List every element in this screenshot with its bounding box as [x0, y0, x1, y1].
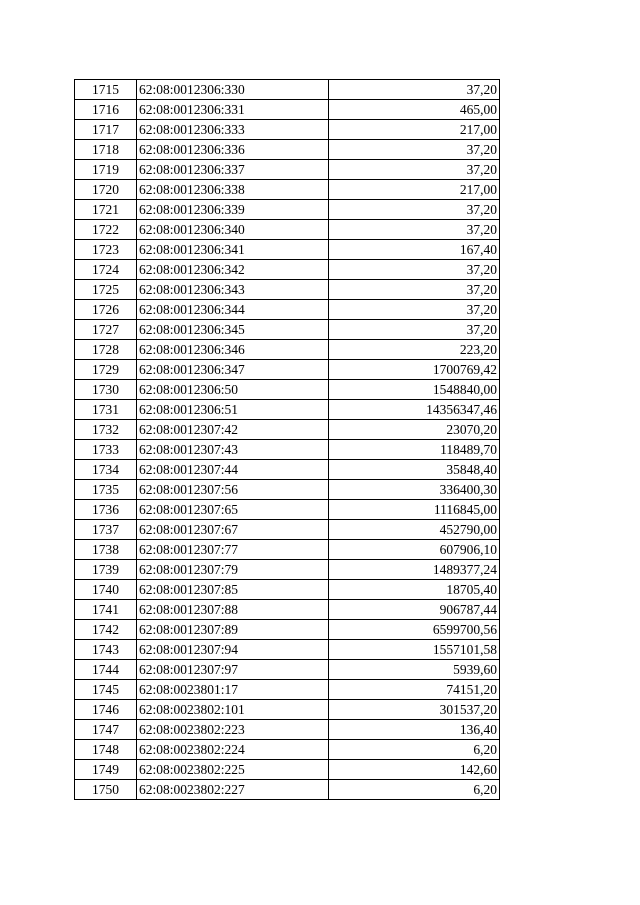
row-number-cell: 1729 [75, 360, 137, 380]
row-number-cell: 1718 [75, 140, 137, 160]
table-row [75, 160, 500, 180]
value-cell: 452790,00 [329, 520, 500, 540]
table-row [75, 740, 500, 760]
table-row [75, 500, 500, 520]
table-row [75, 260, 500, 280]
cadastral-number-cell: 62:08:0012306:50 [137, 380, 329, 400]
table-row [75, 560, 500, 580]
row-number-cell: 1727 [75, 320, 137, 340]
row-number-cell: 1742 [75, 620, 137, 640]
cadastral-number-cell: 62:08:0012306:331 [137, 100, 329, 120]
cadastral-number-cell: 62:08:0023802:225 [137, 760, 329, 780]
row-number-cell: 1720 [75, 180, 137, 200]
table-row [75, 220, 500, 240]
cadastral-number-cell: 62:08:0012306:342 [137, 260, 329, 280]
value-cell: 14356347,46 [329, 400, 500, 420]
value-cell: 74151,20 [329, 680, 500, 700]
row-number-cell: 1736 [75, 500, 137, 520]
table-row [75, 460, 500, 480]
row-number-cell: 1715 [75, 80, 137, 100]
value-cell: 37,20 [329, 320, 500, 340]
row-number-cell: 1726 [75, 300, 137, 320]
value-cell: 37,20 [329, 140, 500, 160]
row-number-cell: 1733 [75, 440, 137, 460]
cadastral-number-cell: 62:08:0023802:227 [137, 780, 329, 800]
cadastral-number-cell: 62:08:0012306:51 [137, 400, 329, 420]
table-row [75, 240, 500, 260]
value-cell: 465,00 [329, 100, 500, 120]
value-cell: 6,20 [329, 780, 500, 800]
value-cell: 336400,30 [329, 480, 500, 500]
table-row [75, 540, 500, 560]
row-number-cell: 1741 [75, 600, 137, 620]
table-row [75, 520, 500, 540]
value-cell: 35848,40 [329, 460, 500, 480]
row-number-cell: 1739 [75, 560, 137, 580]
table-row [75, 760, 500, 780]
row-number-cell: 1738 [75, 540, 137, 560]
value-cell: 6,20 [329, 740, 500, 760]
row-number-cell: 1716 [75, 100, 137, 120]
row-number-cell: 1747 [75, 720, 137, 740]
row-number-cell: 1724 [75, 260, 137, 280]
cadastral-number-cell: 62:08:0012307:65 [137, 500, 329, 520]
cadastral-number-cell: 62:08:0012306:347 [137, 360, 329, 380]
cadastral-number-cell: 62:08:0012307:97 [137, 660, 329, 680]
row-number-cell: 1746 [75, 700, 137, 720]
table-row [75, 400, 500, 420]
value-cell: 217,00 [329, 180, 500, 200]
cadastral-number-cell: 62:08:0012307:77 [137, 540, 329, 560]
table-row [75, 300, 500, 320]
cadastral-number-cell: 62:08:0012306:339 [137, 200, 329, 220]
value-cell: 23070,20 [329, 420, 500, 440]
cadastral-number-cell: 62:08:0012307:79 [137, 560, 329, 580]
row-number-cell: 1717 [75, 120, 137, 140]
cadastral-number-cell: 62:08:0012306:340 [137, 220, 329, 240]
table-row [75, 480, 500, 500]
cadastral-number-cell: 62:08:0023802:223 [137, 720, 329, 740]
table-row [75, 80, 500, 100]
cadastral-number-cell: 62:08:0023802:101 [137, 700, 329, 720]
value-cell: 607906,10 [329, 540, 500, 560]
value-cell: 18705,40 [329, 580, 500, 600]
cadastral-number-cell: 62:08:0012306:345 [137, 320, 329, 340]
table-row [75, 140, 500, 160]
table-row [75, 360, 500, 380]
row-number-cell: 1723 [75, 240, 137, 260]
value-cell: 37,20 [329, 260, 500, 280]
row-number-cell: 1732 [75, 420, 137, 440]
value-cell: 167,40 [329, 240, 500, 260]
cadastral-number-cell: 62:08:0012307:94 [137, 640, 329, 660]
table-row [75, 100, 500, 120]
table-row [75, 120, 500, 140]
value-cell: 223,20 [329, 340, 500, 360]
row-number-cell: 1737 [75, 520, 137, 540]
value-cell: 906787,44 [329, 600, 500, 620]
value-cell: 118489,70 [329, 440, 500, 460]
table-row [75, 700, 500, 720]
cadastral-number-cell: 62:08:0012306:338 [137, 180, 329, 200]
cadastral-number-cell: 62:08:0012306:343 [137, 280, 329, 300]
cadastral-number-cell: 62:08:0012306:330 [137, 80, 329, 100]
table-row [75, 780, 500, 800]
cadastral-number-cell: 62:08:0012307:85 [137, 580, 329, 600]
cadastral-number-cell: 62:08:0012307:89 [137, 620, 329, 640]
table-body [75, 80, 500, 800]
table-row [75, 640, 500, 660]
cadastral-number-cell: 62:08:0012306:337 [137, 160, 329, 180]
row-number-cell: 1743 [75, 640, 137, 660]
cadastral-number-cell: 62:08:0012307:43 [137, 440, 329, 460]
row-number-cell: 1731 [75, 400, 137, 420]
table-row [75, 380, 500, 400]
cadastral-number-cell: 62:08:0012306:344 [137, 300, 329, 320]
table-row [75, 620, 500, 640]
row-number-cell: 1730 [75, 380, 137, 400]
cadastral-number-cell: 62:08:0012306:341 [137, 240, 329, 260]
table-row [75, 680, 500, 700]
table-row [75, 440, 500, 460]
value-cell: 1116845,00 [329, 500, 500, 520]
table-row [75, 720, 500, 740]
row-number-cell: 1748 [75, 740, 137, 760]
table-row [75, 600, 500, 620]
cadastral-number-cell: 62:08:0012307:44 [137, 460, 329, 480]
table-row [75, 580, 500, 600]
table-row [75, 660, 500, 680]
value-cell: 301537,20 [329, 700, 500, 720]
row-number-cell: 1740 [75, 580, 137, 600]
value-cell: 142,60 [329, 760, 500, 780]
row-number-cell: 1725 [75, 280, 137, 300]
value-cell: 1557101,58 [329, 640, 500, 660]
row-number-cell: 1719 [75, 160, 137, 180]
table-row [75, 340, 500, 360]
table-row [75, 280, 500, 300]
row-number-cell: 1749 [75, 760, 137, 780]
value-cell: 1548840,00 [329, 380, 500, 400]
cadastral-value-table [74, 79, 500, 800]
row-number-cell: 1750 [75, 780, 137, 800]
cadastral-number-cell: 62:08:0012307:42 [137, 420, 329, 440]
table-row [75, 320, 500, 340]
value-cell: 37,20 [329, 200, 500, 220]
row-number-cell: 1722 [75, 220, 137, 240]
row-number-cell: 1721 [75, 200, 137, 220]
cadastral-number-cell: 62:08:0023802:224 [137, 740, 329, 760]
cadastral-number-cell: 62:08:0023801:17 [137, 680, 329, 700]
value-cell: 37,20 [329, 80, 500, 100]
cadastral-number-cell: 62:08:0012306:333 [137, 120, 329, 140]
cadastral-number-cell: 62:08:0012306:346 [137, 340, 329, 360]
table-row [75, 200, 500, 220]
row-number-cell: 1745 [75, 680, 137, 700]
row-number-cell: 1744 [75, 660, 137, 680]
row-number-cell: 1734 [75, 460, 137, 480]
value-cell: 37,20 [329, 280, 500, 300]
row-number-cell: 1728 [75, 340, 137, 360]
cadastral-number-cell: 62:08:0012307:88 [137, 600, 329, 620]
table-row [75, 180, 500, 200]
value-cell: 136,40 [329, 720, 500, 740]
value-cell: 6599700,56 [329, 620, 500, 640]
value-cell: 37,20 [329, 300, 500, 320]
value-cell: 37,20 [329, 220, 500, 240]
table-row [75, 420, 500, 440]
value-cell: 37,20 [329, 160, 500, 180]
cadastral-number-cell: 62:08:0012306:336 [137, 140, 329, 160]
cadastral-number-cell: 62:08:0012307:56 [137, 480, 329, 500]
value-cell: 5939,60 [329, 660, 500, 680]
row-number-cell: 1735 [75, 480, 137, 500]
value-cell: 217,00 [329, 120, 500, 140]
value-cell: 1700769,42 [329, 360, 500, 380]
cadastral-number-cell: 62:08:0012307:67 [137, 520, 329, 540]
value-cell: 1489377,24 [329, 560, 500, 580]
